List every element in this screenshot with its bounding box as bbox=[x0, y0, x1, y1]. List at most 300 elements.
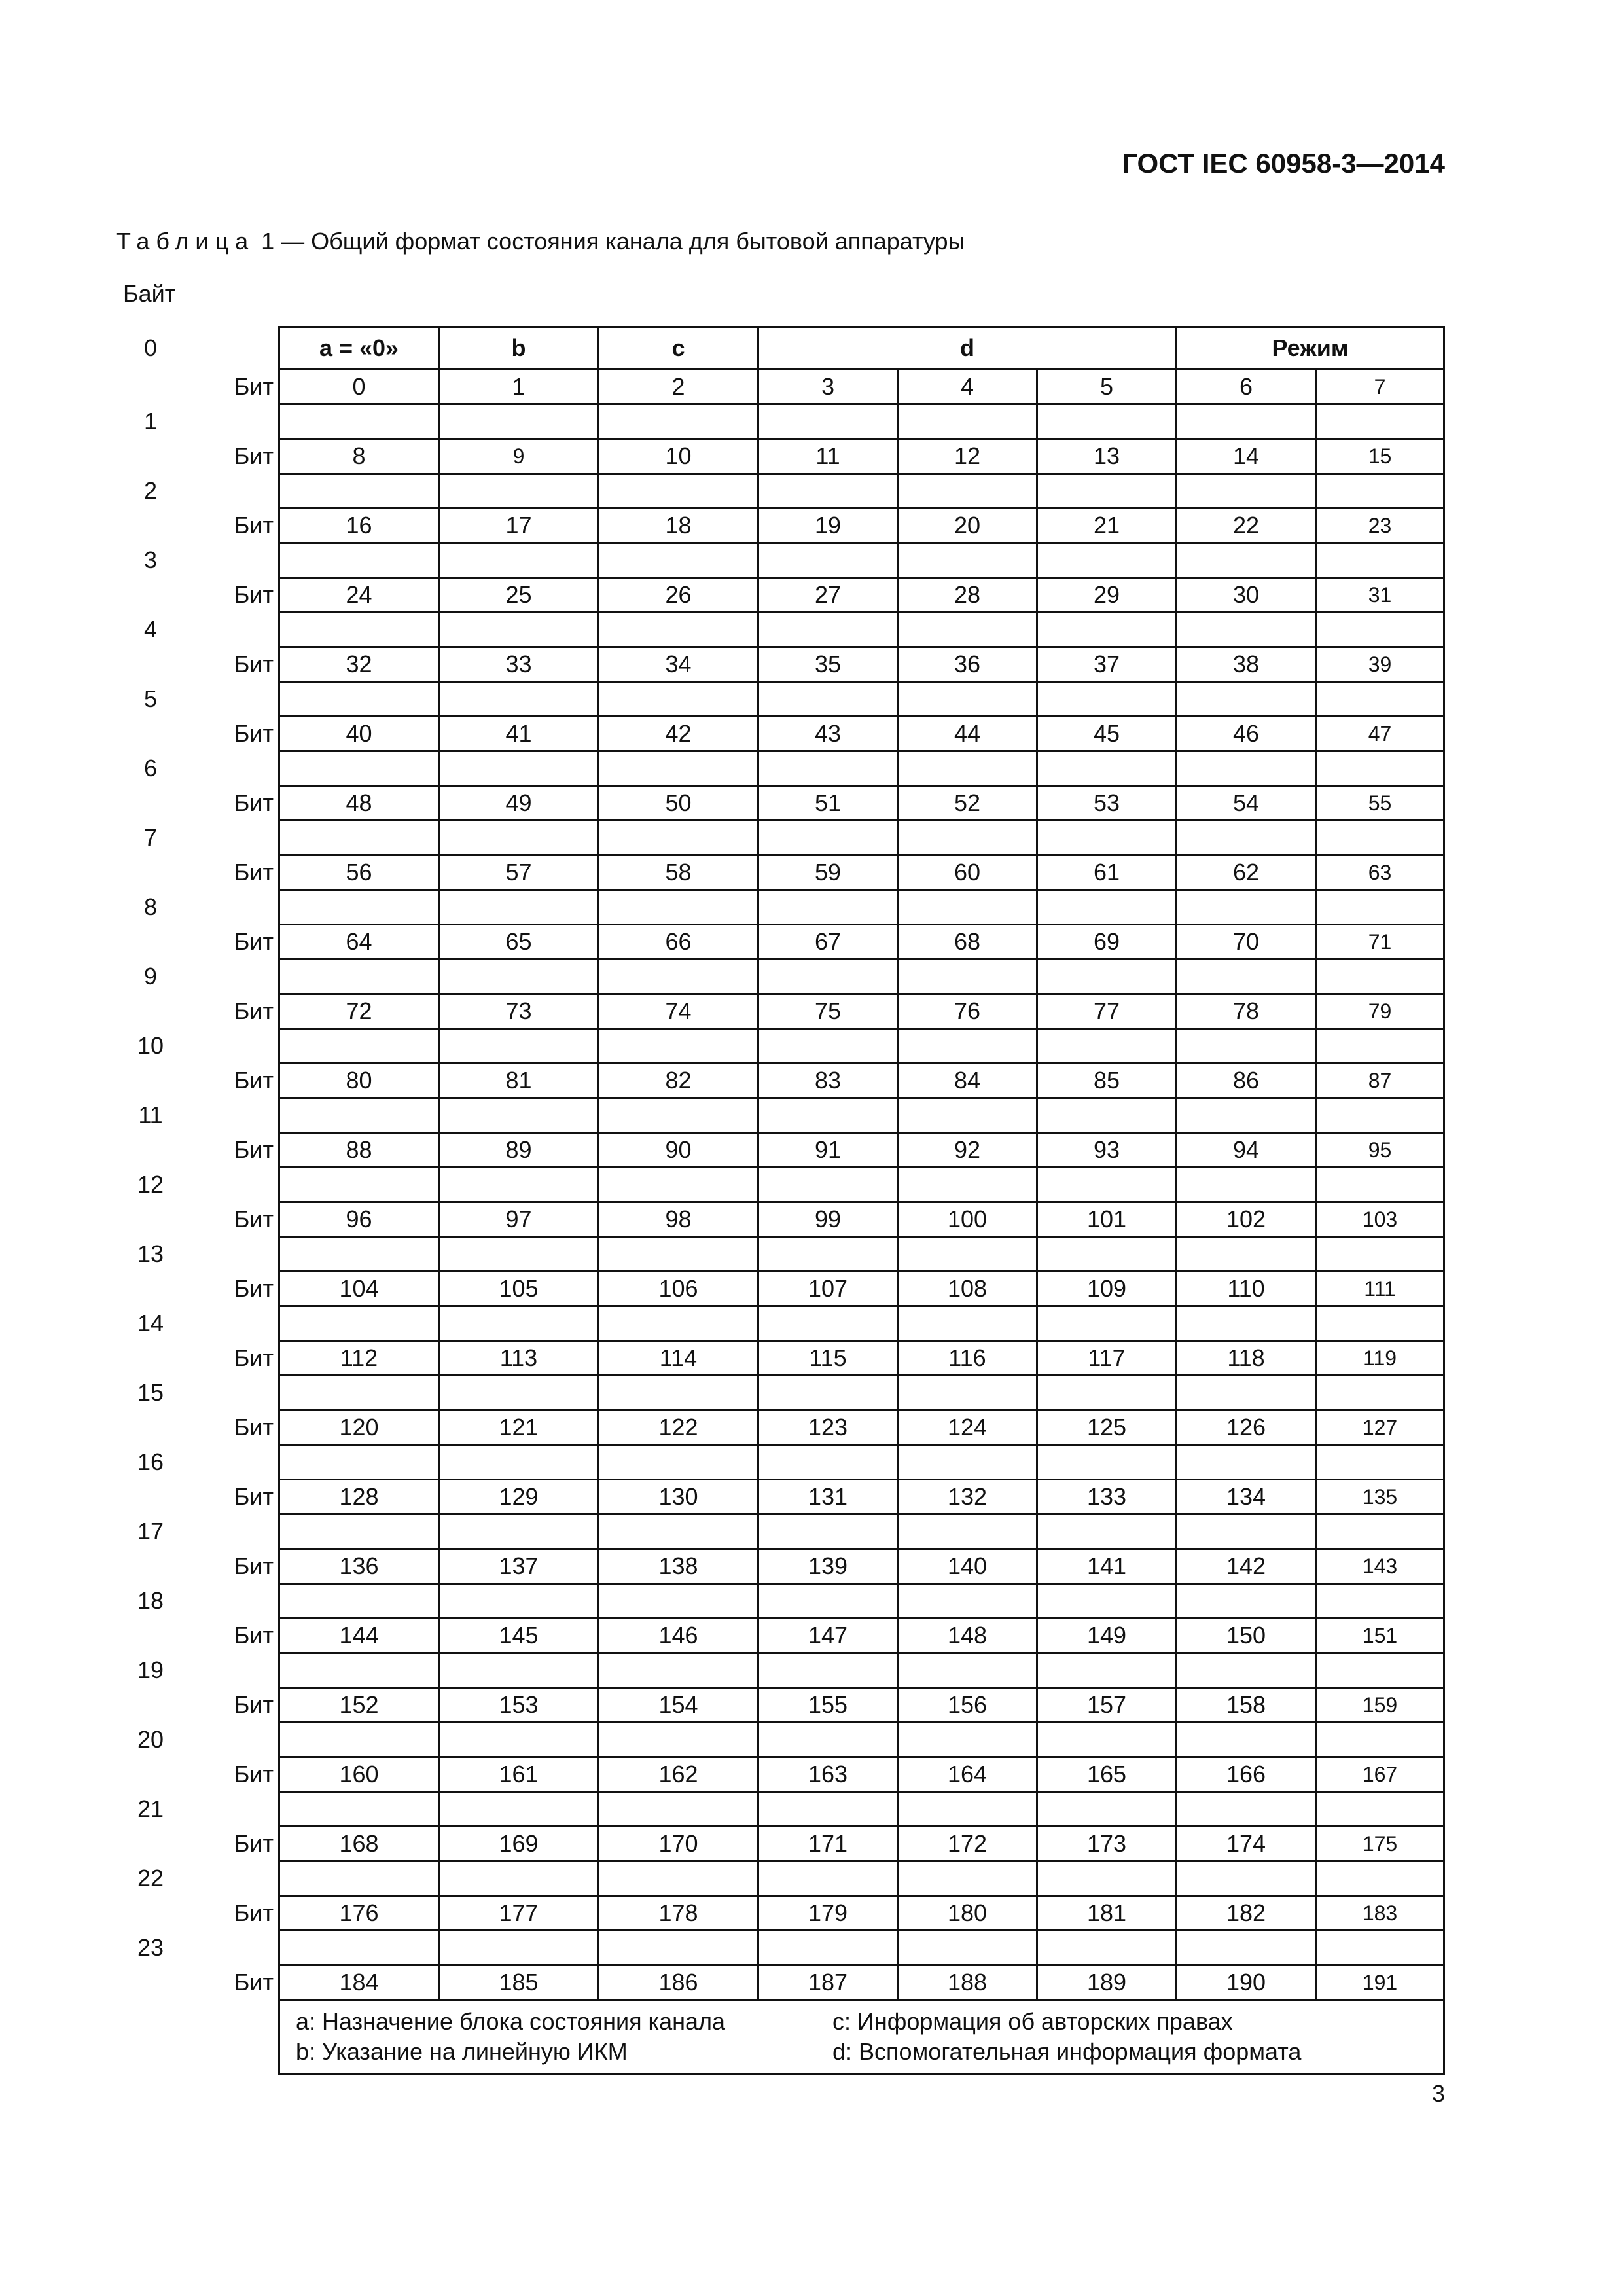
bit-label: Бит bbox=[234, 1067, 274, 1094]
bit-number-cell: 149 bbox=[1037, 1619, 1177, 1653]
empty-cell bbox=[1037, 404, 1177, 439]
bit-number-cell: 37 bbox=[1037, 647, 1177, 682]
bit-number-cell: 94 bbox=[1177, 1133, 1316, 1168]
bit-number-cell: 138 bbox=[599, 1549, 758, 1584]
empty-cell bbox=[439, 1098, 599, 1133]
empty-cell bbox=[279, 1584, 439, 1619]
page-number: 3 bbox=[1431, 2080, 1445, 2107]
bit-number-cell: 191 bbox=[1316, 1965, 1444, 2000]
empty-cell bbox=[439, 1029, 599, 1064]
bit-number-cell: 91 bbox=[758, 1133, 898, 1168]
empty-cell bbox=[758, 474, 898, 509]
empty-cell bbox=[1177, 1515, 1316, 1549]
byte-number: 17 bbox=[137, 1518, 164, 1545]
bit-label: Бит bbox=[234, 1344, 274, 1371]
empty-cell bbox=[898, 543, 1037, 578]
bit-number-cell: 112 bbox=[279, 1341, 439, 1376]
empty-cell bbox=[898, 1237, 1037, 1272]
bit-number-cell: 165 bbox=[1037, 1757, 1177, 1792]
bit-number-row bbox=[279, 925, 1444, 960]
footnote-row bbox=[279, 2000, 1444, 2074]
bit-number-cell: 85 bbox=[1037, 1064, 1177, 1098]
empty-cell bbox=[439, 821, 599, 855]
empty-cell bbox=[279, 821, 439, 855]
empty-cell bbox=[758, 1515, 898, 1549]
empty-cell bbox=[1316, 613, 1444, 647]
empty-cell bbox=[758, 1168, 898, 1202]
empty-cell bbox=[1177, 1098, 1316, 1133]
empty-cell bbox=[279, 613, 439, 647]
bit-number-cell: 84 bbox=[898, 1064, 1037, 1098]
empty-cell bbox=[599, 1237, 758, 1272]
bit-number-cell: 59 bbox=[758, 855, 898, 890]
bit-number-cell: 20 bbox=[898, 509, 1037, 543]
bit-number-row bbox=[279, 1410, 1444, 1445]
bit-number-cell: 61 bbox=[1037, 855, 1177, 890]
bit-label: Бит bbox=[234, 512, 274, 539]
empty-cell bbox=[439, 1376, 599, 1410]
byte-value-row bbox=[279, 682, 1444, 717]
empty-cell bbox=[1316, 682, 1444, 717]
empty-cell bbox=[898, 1653, 1037, 1688]
empty-cell bbox=[599, 1098, 758, 1133]
bit-number-cell: 27 bbox=[758, 578, 898, 613]
bit-label: Бит bbox=[234, 651, 274, 677]
empty-cell bbox=[279, 890, 439, 925]
bit-number-cell: 14 bbox=[1177, 439, 1316, 474]
empty-cell bbox=[1316, 1653, 1444, 1688]
bit-number-cell: 29 bbox=[1037, 578, 1177, 613]
bit-number-cell: 117 bbox=[1037, 1341, 1177, 1376]
bit-number-cell: 76 bbox=[898, 994, 1037, 1029]
empty-cell bbox=[599, 1306, 758, 1341]
footnote-cell bbox=[279, 2000, 1444, 2074]
bit-label: Бит bbox=[234, 1275, 274, 1302]
empty-cell bbox=[898, 1792, 1037, 1827]
bit-number-cell: 184 bbox=[279, 1965, 439, 2000]
bit-number-cell: 3 bbox=[758, 370, 898, 404]
header-mode: Режим bbox=[1177, 327, 1444, 370]
empty-cell bbox=[1177, 1723, 1316, 1757]
caption-text: 1 — Общий формат состояния канала для бытовой аппаратуры bbox=[255, 228, 965, 255]
byte-number: 18 bbox=[137, 1587, 164, 1614]
bit-label: Бит bbox=[234, 1830, 274, 1857]
empty-cell bbox=[439, 1861, 599, 1896]
empty-cell bbox=[279, 1445, 439, 1480]
empty-cell bbox=[1037, 890, 1177, 925]
empty-cell bbox=[1316, 821, 1444, 855]
empty-cell bbox=[599, 1515, 758, 1549]
empty-cell bbox=[1316, 751, 1444, 786]
empty-cell bbox=[279, 1653, 439, 1688]
bit-label: Бит bbox=[234, 720, 274, 747]
bit-number-cell: 190 bbox=[1177, 1965, 1316, 2000]
empty-cell bbox=[1037, 543, 1177, 578]
bit-number-cell: 19 bbox=[758, 509, 898, 543]
empty-cell bbox=[1316, 1792, 1444, 1827]
empty-cell bbox=[898, 1723, 1037, 1757]
empty-cell bbox=[279, 474, 439, 509]
bit-number-cell: 31 bbox=[1316, 578, 1444, 613]
empty-cell bbox=[439, 543, 599, 578]
footnote: b: Указание на линейную ИКМ bbox=[296, 2038, 628, 2065]
bit-number-cell: 41 bbox=[439, 717, 599, 751]
empty-cell bbox=[1316, 1515, 1444, 1549]
bit-number-cell: 134 bbox=[1177, 1480, 1316, 1515]
bit-number-cell: 170 bbox=[599, 1827, 758, 1861]
header-c: c bbox=[599, 327, 758, 370]
empty-cell bbox=[898, 960, 1037, 994]
bit-number-cell: 100 bbox=[898, 1202, 1037, 1237]
empty-cell bbox=[898, 1306, 1037, 1341]
bit-number-cell: 102 bbox=[1177, 1202, 1316, 1237]
empty-cell bbox=[599, 682, 758, 717]
bit-number-cell: 56 bbox=[279, 855, 439, 890]
empty-cell bbox=[898, 1098, 1037, 1133]
bit-number-cell: 54 bbox=[1177, 786, 1316, 821]
empty-cell bbox=[279, 1306, 439, 1341]
bit-number-cell: 189 bbox=[1037, 1965, 1177, 2000]
empty-cell bbox=[1037, 1515, 1177, 1549]
document-code: ГОСТ IEC 60958-3—2014 bbox=[1122, 148, 1445, 179]
bit-number-cell: 147 bbox=[758, 1619, 898, 1653]
bit-number-cell: 11 bbox=[758, 439, 898, 474]
byte-number: 3 bbox=[143, 547, 158, 573]
empty-cell bbox=[279, 543, 439, 578]
byte-value-row bbox=[279, 821, 1444, 855]
empty-cell bbox=[898, 1445, 1037, 1480]
byte-value-row bbox=[279, 960, 1444, 994]
bit-number-cell: 99 bbox=[758, 1202, 898, 1237]
bit-number-cell: 173 bbox=[1037, 1827, 1177, 1861]
bit-label: Бит bbox=[234, 442, 274, 469]
bit-number-cell: 140 bbox=[898, 1549, 1037, 1584]
bit-number-cell: 70 bbox=[1177, 925, 1316, 960]
bit-number-cell: 75 bbox=[758, 994, 898, 1029]
empty-cell bbox=[599, 1168, 758, 1202]
bit-number-cell: 143 bbox=[1316, 1549, 1444, 1584]
byte-value-row bbox=[279, 404, 1444, 439]
empty-cell bbox=[758, 1306, 898, 1341]
empty-cell bbox=[758, 1237, 898, 1272]
empty-cell bbox=[898, 682, 1037, 717]
empty-cell bbox=[898, 890, 1037, 925]
footnotes bbox=[296, 2008, 1427, 2066]
bit-number-cell: 152 bbox=[279, 1688, 439, 1723]
byte-number: 2 bbox=[143, 477, 158, 504]
bit-number-cell: 130 bbox=[599, 1480, 758, 1515]
byte-number: 1 bbox=[143, 408, 158, 435]
empty-cell bbox=[1177, 1306, 1316, 1341]
bit-label: Бит bbox=[234, 859, 274, 886]
bit-number-cell: 71 bbox=[1316, 925, 1444, 960]
empty-cell bbox=[439, 682, 599, 717]
bit-number-cell: 46 bbox=[1177, 717, 1316, 751]
channel-status-table bbox=[278, 326, 1445, 2075]
byte-number: 13 bbox=[137, 1240, 164, 1267]
bit-number-cell: 121 bbox=[439, 1410, 599, 1445]
byte-value-row bbox=[279, 543, 1444, 578]
empty-cell bbox=[758, 1861, 898, 1896]
empty-cell bbox=[439, 1168, 599, 1202]
bit-label: Бит bbox=[234, 1691, 274, 1718]
empty-cell bbox=[1037, 1584, 1177, 1619]
bit-number-cell: 151 bbox=[1316, 1619, 1444, 1653]
empty-cell bbox=[898, 821, 1037, 855]
bit-label: Бит bbox=[234, 928, 274, 955]
bit-number-row bbox=[279, 1133, 1444, 1168]
bit-number-cell: 101 bbox=[1037, 1202, 1177, 1237]
empty-cell bbox=[1037, 1861, 1177, 1896]
byte-value-row bbox=[279, 751, 1444, 786]
empty-cell bbox=[279, 1861, 439, 1896]
empty-cell bbox=[898, 474, 1037, 509]
empty-cell bbox=[599, 1653, 758, 1688]
empty-cell bbox=[279, 751, 439, 786]
empty-cell bbox=[758, 1584, 898, 1619]
empty-cell bbox=[1177, 1376, 1316, 1410]
empty-cell bbox=[758, 613, 898, 647]
empty-cell bbox=[599, 1445, 758, 1480]
empty-cell bbox=[439, 751, 599, 786]
empty-cell bbox=[279, 1029, 439, 1064]
bit-label: Бит bbox=[234, 789, 274, 816]
empty-cell bbox=[1037, 613, 1177, 647]
bit-number-cell: 52 bbox=[898, 786, 1037, 821]
bit-number-cell: 6 bbox=[1177, 370, 1316, 404]
bit-number-cell: 115 bbox=[758, 1341, 898, 1376]
empty-cell bbox=[1177, 1584, 1316, 1619]
bit-number-row bbox=[279, 578, 1444, 613]
bit-number-cell: 4 bbox=[898, 370, 1037, 404]
bit-number-cell: 60 bbox=[898, 855, 1037, 890]
byte-column-header: Байт bbox=[123, 280, 176, 307]
empty-cell bbox=[599, 1376, 758, 1410]
bit-number-cell: 146 bbox=[599, 1619, 758, 1653]
empty-cell bbox=[1316, 960, 1444, 994]
bit-number-row bbox=[279, 1688, 1444, 1723]
bit-number-cell: 9 bbox=[439, 439, 599, 474]
empty-cell bbox=[898, 1931, 1037, 1965]
bit-number-cell: 10 bbox=[599, 439, 758, 474]
bit-label: Бит bbox=[234, 1761, 274, 1787]
bit-number-cell: 33 bbox=[439, 647, 599, 682]
bit-number-cell: 107 bbox=[758, 1272, 898, 1306]
bit-number-cell: 97 bbox=[439, 1202, 599, 1237]
footnote: a: Назначение блока состояния канала bbox=[296, 2008, 726, 2035]
bit-number-cell: 62 bbox=[1177, 855, 1316, 890]
bit-number-cell: 127 bbox=[1316, 1410, 1444, 1445]
empty-cell bbox=[758, 821, 898, 855]
byte-value-row bbox=[279, 1723, 1444, 1757]
empty-cell bbox=[439, 1515, 599, 1549]
bit-number-cell: 176 bbox=[279, 1896, 439, 1931]
bit-number-cell: 144 bbox=[279, 1619, 439, 1653]
bit-number-cell: 148 bbox=[898, 1619, 1037, 1653]
bit-number-cell: 65 bbox=[439, 925, 599, 960]
empty-cell bbox=[758, 1445, 898, 1480]
empty-cell bbox=[898, 1168, 1037, 1202]
bit-number-cell: 57 bbox=[439, 855, 599, 890]
bit-number-cell: 51 bbox=[758, 786, 898, 821]
empty-cell bbox=[1177, 543, 1316, 578]
byte-value-row bbox=[279, 1584, 1444, 1619]
bit-number-cell: 53 bbox=[1037, 786, 1177, 821]
footnote: d: Вспомогательная информация формата bbox=[832, 2038, 1302, 2065]
bit-number-cell: 120 bbox=[279, 1410, 439, 1445]
bit-number-row bbox=[279, 1619, 1444, 1653]
empty-cell bbox=[1316, 474, 1444, 509]
bit-number-cell: 154 bbox=[599, 1688, 758, 1723]
bit-number-cell: 88 bbox=[279, 1133, 439, 1168]
empty-cell bbox=[1177, 682, 1316, 717]
empty-cell bbox=[1177, 890, 1316, 925]
bit-number-cell: 129 bbox=[439, 1480, 599, 1515]
bit-number-cell: 161 bbox=[439, 1757, 599, 1792]
empty-cell bbox=[1316, 1376, 1444, 1410]
bit-number-cell: 35 bbox=[758, 647, 898, 682]
bit-number-cell: 15 bbox=[1316, 439, 1444, 474]
empty-cell bbox=[439, 890, 599, 925]
bit-number-cell: 122 bbox=[599, 1410, 758, 1445]
bit-number-cell: 166 bbox=[1177, 1757, 1316, 1792]
byte-value-row bbox=[279, 1445, 1444, 1480]
empty-cell bbox=[898, 751, 1037, 786]
byte-value-row bbox=[279, 1029, 1444, 1064]
empty-cell bbox=[898, 1584, 1037, 1619]
bit-number-cell: 109 bbox=[1037, 1272, 1177, 1306]
bit-number-cell: 123 bbox=[758, 1410, 898, 1445]
bit-number-cell: 106 bbox=[599, 1272, 758, 1306]
bit-number-cell: 72 bbox=[279, 994, 439, 1029]
byte-number: 21 bbox=[137, 1795, 164, 1822]
bit-number-cell: 119 bbox=[1316, 1341, 1444, 1376]
header-d: d bbox=[758, 327, 1177, 370]
byte-number: 5 bbox=[143, 685, 158, 712]
byte-value-row bbox=[279, 1515, 1444, 1549]
empty-cell bbox=[1037, 1723, 1177, 1757]
empty-cell bbox=[758, 682, 898, 717]
bit-number-cell: 40 bbox=[279, 717, 439, 751]
byte-number: 23 bbox=[137, 1934, 164, 1961]
bit-number-row bbox=[279, 1757, 1444, 1792]
bit-number-cell: 126 bbox=[1177, 1410, 1316, 1445]
empty-cell bbox=[1037, 1168, 1177, 1202]
bit-number-cell: 28 bbox=[898, 578, 1037, 613]
bit-number-row bbox=[279, 1341, 1444, 1376]
bit-number-cell: 13 bbox=[1037, 439, 1177, 474]
bit-number-cell: 141 bbox=[1037, 1549, 1177, 1584]
bit-number-cell: 132 bbox=[898, 1480, 1037, 1515]
bit-number-row bbox=[279, 1896, 1444, 1931]
bit-number-cell: 43 bbox=[758, 717, 898, 751]
empty-cell bbox=[1316, 1931, 1444, 1965]
empty-cell bbox=[1316, 1306, 1444, 1341]
empty-cell bbox=[758, 1792, 898, 1827]
empty-cell bbox=[758, 1098, 898, 1133]
bit-number-cell: 183 bbox=[1316, 1896, 1444, 1931]
bit-label: Бит bbox=[234, 1136, 274, 1163]
bit-label: Бит bbox=[234, 1969, 274, 1996]
empty-cell bbox=[279, 960, 439, 994]
empty-cell bbox=[1177, 1029, 1316, 1064]
bit-number-cell: 153 bbox=[439, 1688, 599, 1723]
empty-cell bbox=[1177, 613, 1316, 647]
bit-number-row bbox=[279, 855, 1444, 890]
empty-cell bbox=[439, 404, 599, 439]
bit-number-row bbox=[279, 1549, 1444, 1584]
bit-number-row bbox=[279, 717, 1444, 751]
empty-cell bbox=[1037, 682, 1177, 717]
bit-number-cell: 78 bbox=[1177, 994, 1316, 1029]
empty-cell bbox=[279, 1168, 439, 1202]
bit-number-cell: 93 bbox=[1037, 1133, 1177, 1168]
bit-number-cell: 32 bbox=[279, 647, 439, 682]
bit-number-cell: 50 bbox=[599, 786, 758, 821]
empty-cell bbox=[1316, 890, 1444, 925]
bit-number-cell: 110 bbox=[1177, 1272, 1316, 1306]
empty-cell bbox=[1177, 474, 1316, 509]
empty-cell bbox=[1037, 1653, 1177, 1688]
bit-number-cell: 82 bbox=[599, 1064, 758, 1098]
empty-cell bbox=[758, 1376, 898, 1410]
bit-number-row bbox=[279, 370, 1444, 404]
empty-cell bbox=[758, 1653, 898, 1688]
empty-cell bbox=[1316, 1445, 1444, 1480]
empty-cell bbox=[599, 474, 758, 509]
bit-number-cell: 5 bbox=[1037, 370, 1177, 404]
empty-cell bbox=[599, 821, 758, 855]
empty-cell bbox=[599, 1584, 758, 1619]
bit-number-row bbox=[279, 1480, 1444, 1515]
byte-value-row bbox=[279, 1861, 1444, 1896]
bit-number-cell: 96 bbox=[279, 1202, 439, 1237]
bit-number-cell: 16 bbox=[279, 509, 439, 543]
bit-number-cell: 167 bbox=[1316, 1757, 1444, 1792]
bit-number-cell: 145 bbox=[439, 1619, 599, 1653]
bit-label: Бит bbox=[234, 1414, 274, 1441]
bit-number-cell: 89 bbox=[439, 1133, 599, 1168]
bit-number-cell: 175 bbox=[1316, 1827, 1444, 1861]
bit-number-row bbox=[279, 786, 1444, 821]
bit-number-cell: 25 bbox=[439, 578, 599, 613]
bit-number-row bbox=[279, 647, 1444, 682]
bit-number-cell: 73 bbox=[439, 994, 599, 1029]
empty-cell bbox=[898, 613, 1037, 647]
empty-cell bbox=[1037, 751, 1177, 786]
bit-number-row bbox=[279, 1827, 1444, 1861]
empty-cell bbox=[1316, 1723, 1444, 1757]
bit-number-cell: 24 bbox=[279, 578, 439, 613]
bit-number-cell: 181 bbox=[1037, 1896, 1177, 1931]
byte-number: 16 bbox=[137, 1448, 164, 1475]
empty-cell bbox=[1177, 821, 1316, 855]
empty-cell bbox=[439, 1237, 599, 1272]
empty-cell bbox=[758, 890, 898, 925]
empty-cell bbox=[758, 543, 898, 578]
bit-number-cell: 22 bbox=[1177, 509, 1316, 543]
empty-cell bbox=[279, 1237, 439, 1272]
byte-number: 15 bbox=[137, 1379, 164, 1406]
empty-cell bbox=[898, 404, 1037, 439]
bit-number-cell: 87 bbox=[1316, 1064, 1444, 1098]
empty-cell bbox=[1177, 1861, 1316, 1896]
empty-cell bbox=[439, 474, 599, 509]
bit-number-cell: 155 bbox=[758, 1688, 898, 1723]
bit-number-row bbox=[279, 1965, 1444, 2000]
empty-cell bbox=[758, 404, 898, 439]
bit-number-cell: 118 bbox=[1177, 1341, 1316, 1376]
